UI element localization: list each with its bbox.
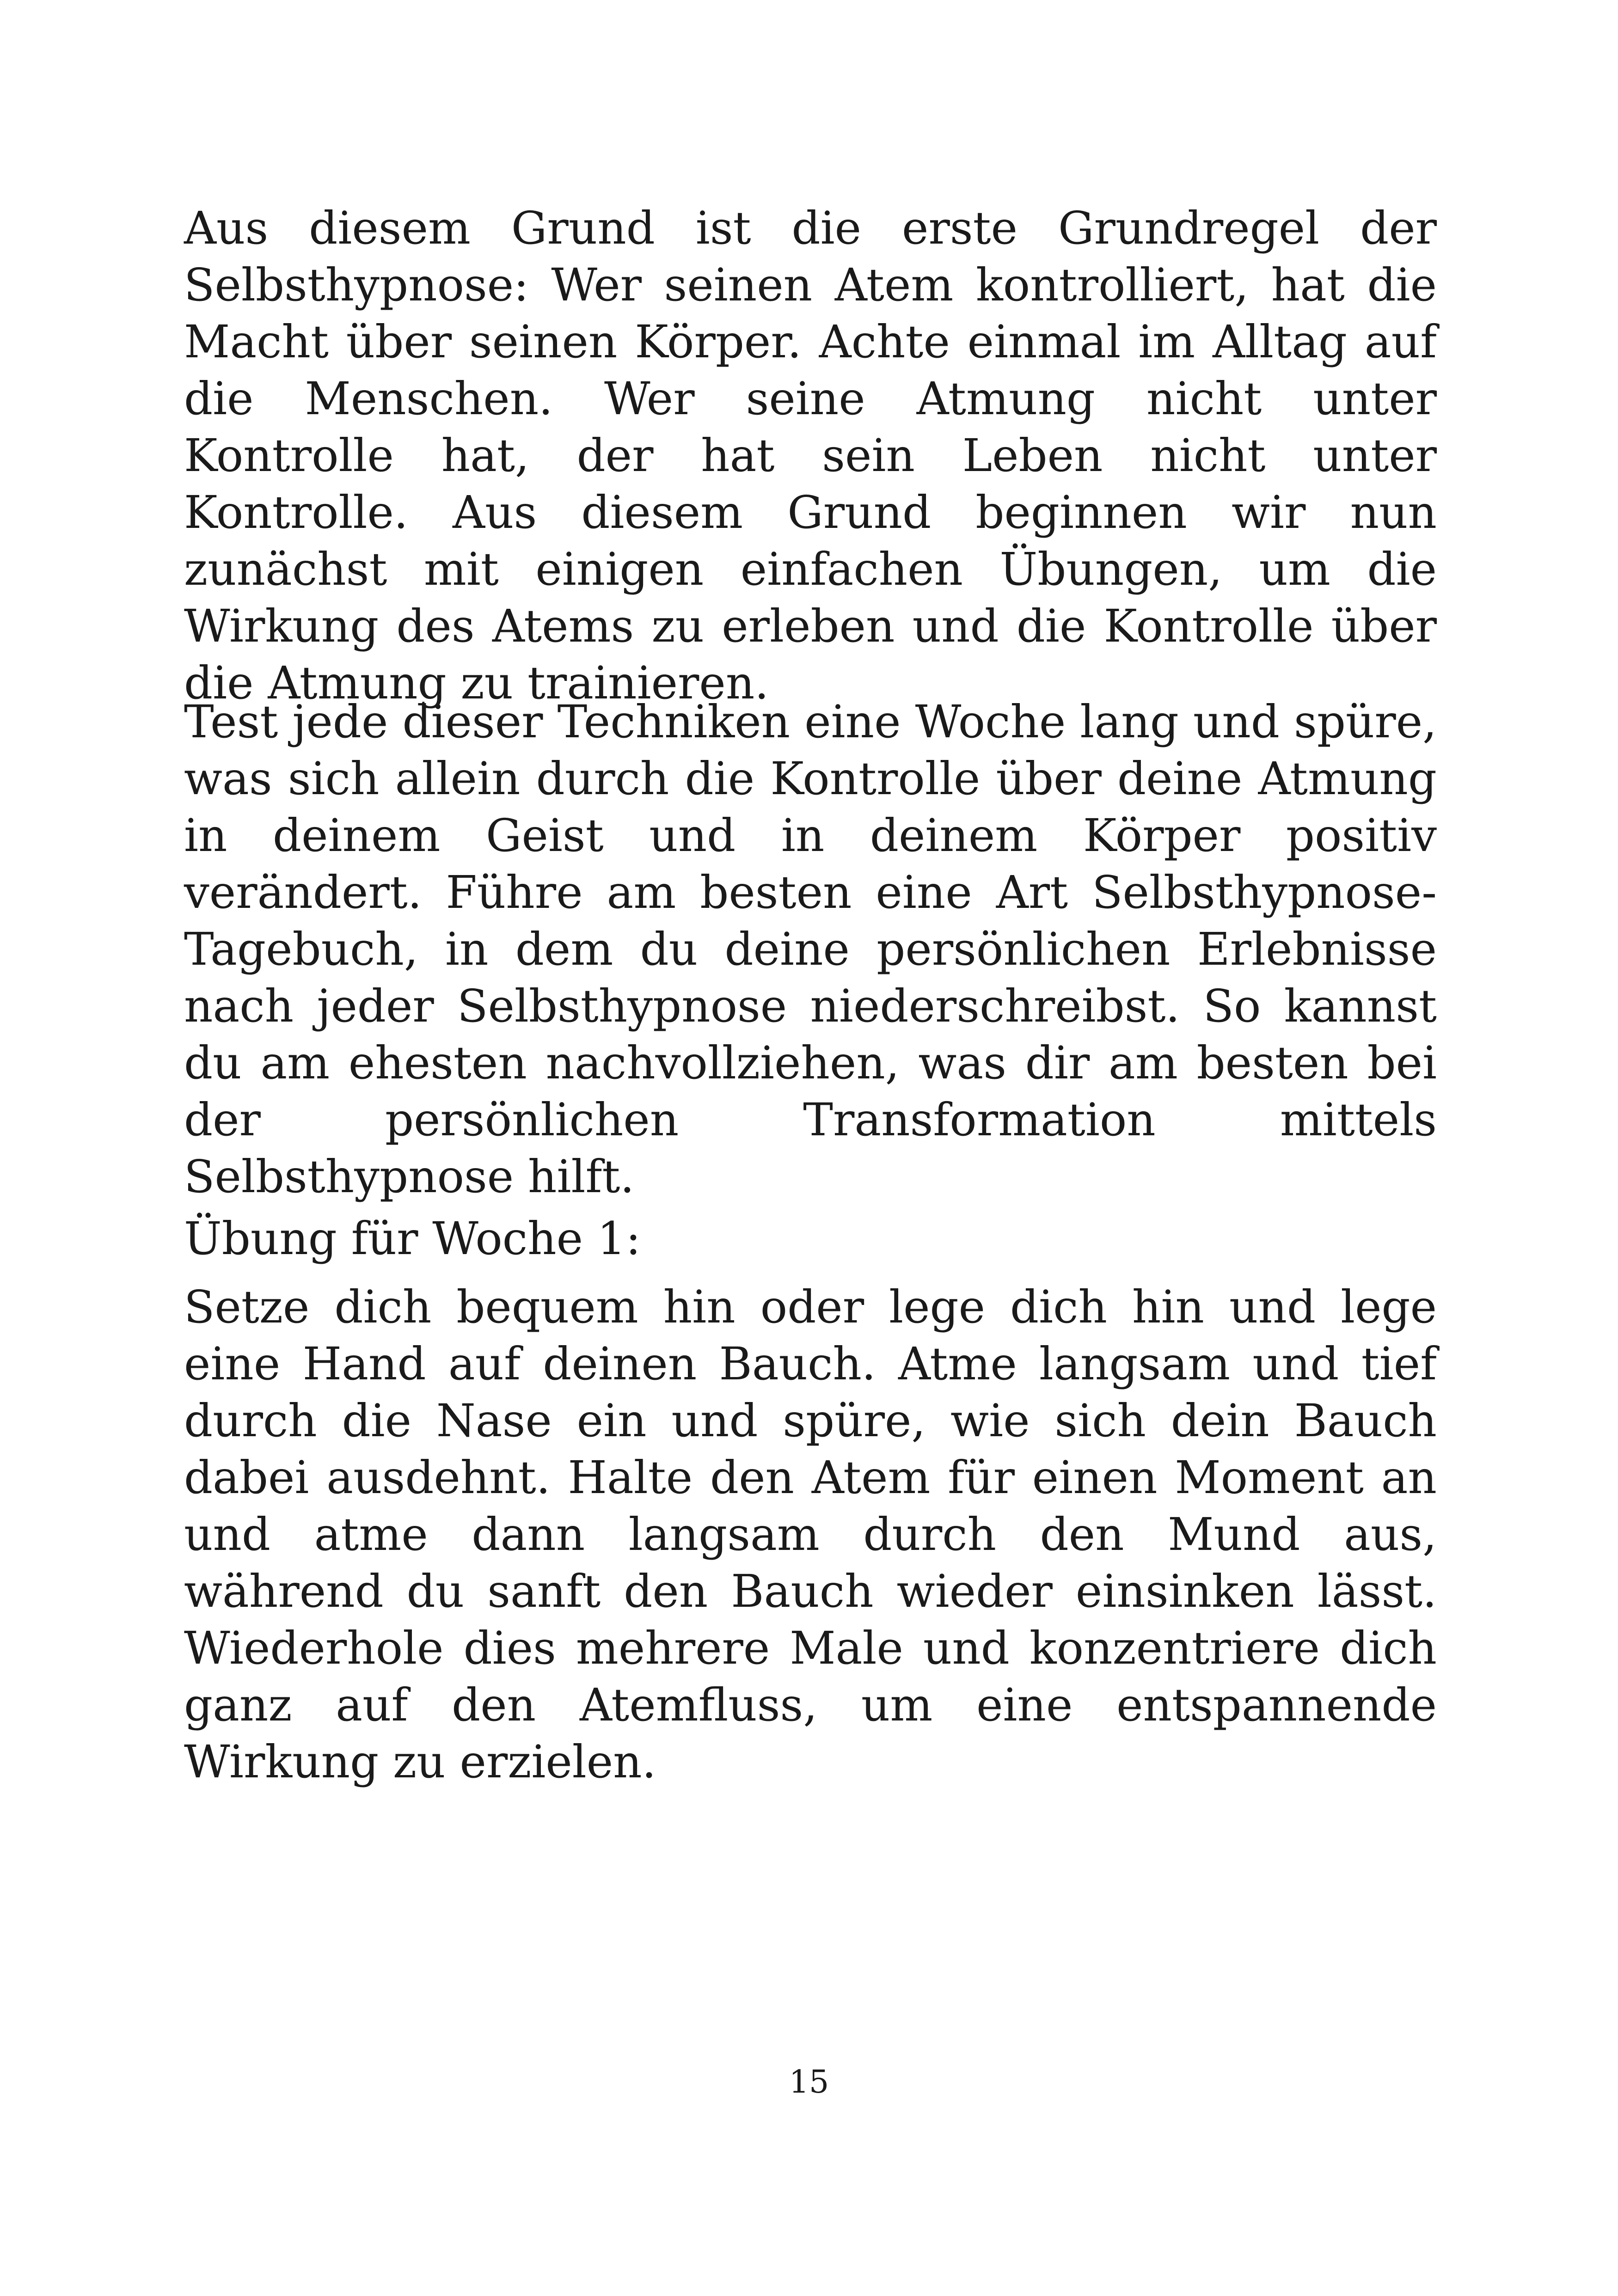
exercise-paragraph: Setze dich bequem hin oder lege dich hin und lege eine Hand auf deinen Bauch. Atme langsam und tief durch die Nase ein und spüre, wie sich dein Bauch dabei ausdehnt. Halte den Atem für einen Moment an und atme dann langsam durch den Mund aus, während du sanft den Bauch wieder einsinken lässt. Wiederhole dies mehrere Male und konzentriere dich ganz auf den Atemfluss, um eine entspannende Wirkung zu erzielen. — [184, 1281, 1437, 1788]
page-number: 15 — [789, 2064, 829, 2100]
body-paragraph: Test jede dieser Techniken eine Woche lang und spüre, was sich allein durch die Kontrolle über deine Atmung in deinem Geist und in deinem Körper positiv verändert. Führe am besten eine Art Selbsthypnose-Tagebuch, in dem du deine persönlichen Erlebnisse nach jeder Selbsthypnose niederschreibst. So kannst du am ehesten nachvollziehen, was dir am besten bei der persönlichen Transformation mittels Selbsthypnose hilft. — [184, 696, 1437, 1203]
exercise-heading: Übung für Woche 1: — [184, 1212, 641, 1265]
body-paragraph: Aus diesem Grund ist die erste Grundregel der Selbsthypnose: Wer seinen Atem kontrolliert, hat die Macht über seinen Körper. Achte einmal im Alltag auf die Menschen. Wer seine Atmung nicht unter Kontrolle hat, der hat sein Leben nicht unter Kontrolle. Aus diesem Grund beginnen wir nun zunächst mit einigen einfachen Übungen, um die Wirkung des Atems zu erleben und die Kontrolle über die Atmung zu trainieren. — [184, 202, 1437, 709]
